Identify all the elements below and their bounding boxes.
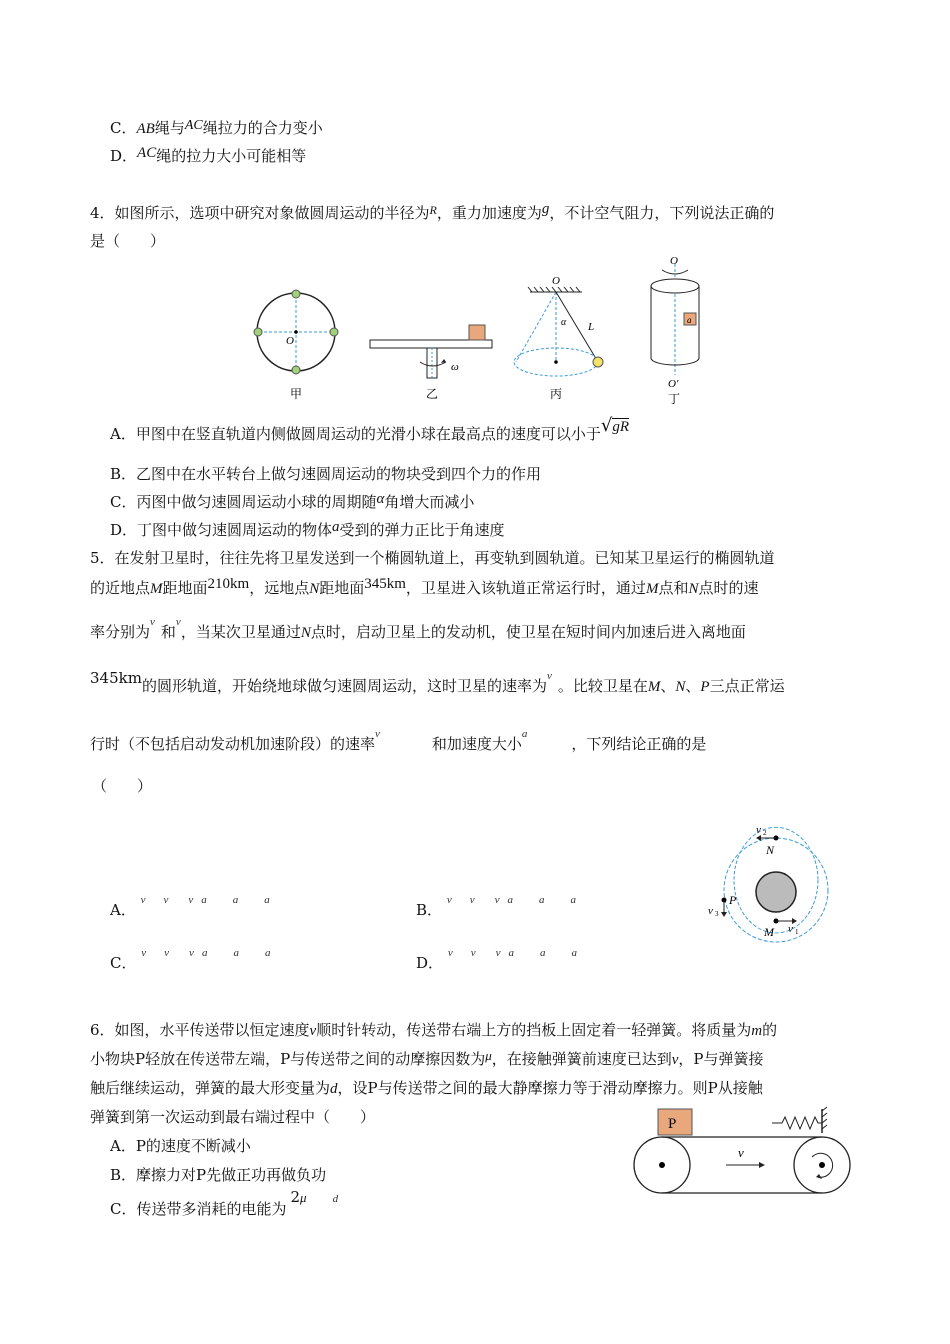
label-v3: v (708, 905, 713, 917)
label-O-bing: O (552, 275, 560, 287)
label-omega: ω (451, 361, 459, 373)
q5-option-c: C． $^v$ $^v$ $^v$ $^a$ $^a$ $^a$ (110, 947, 271, 972)
caption-jia: 甲 (290, 387, 303, 401)
q6-stem-line4: 弹簧到第一次运动到最右端过程中（ ） (90, 1108, 376, 1126)
q4-option-d: D．丁图中做匀速圆周运动的物体a受到的弹力正比于角速度 (110, 519, 505, 539)
q4-stem-line2: 是（ ） (90, 232, 166, 250)
label-L: L (588, 321, 595, 333)
q4-figure (250, 250, 710, 410)
svg-text:2: 2 (763, 829, 767, 837)
label-v-belt: v (738, 1145, 744, 1160)
svg-text:3: 3 (715, 910, 719, 918)
label-alpha: α (561, 317, 567, 328)
q4-option-b: B．乙图中在水平转台上做匀速圆周运动的物块受到四个力的作用 (110, 465, 542, 483)
q5-stem-line1: 5．在发射卫星时，往往先将卫星发送到一个椭圆轨道上，再变轨到圆轨道。已知某卫星运行的椭圆轨道 (90, 549, 775, 567)
caption-ding: 丁 (668, 392, 681, 406)
label-P-block: P (668, 1116, 677, 1132)
q5-stem-line2: 的近地点M距地面210km，远地点N距地面345km，卫星进入该轨道正常运行时，通过M点和N点时的速 (90, 576, 759, 597)
label-a-block: a (687, 315, 692, 325)
label-O-jia: O (286, 335, 294, 347)
label-v1: v (788, 923, 793, 935)
q3-option-d: D．AC绳的拉力大小可能相等 (110, 145, 307, 165)
q5-stem-line6: （ ） (92, 777, 153, 795)
q6-option-a: A．P的速度不断减小 (110, 1137, 251, 1155)
q6-option-b: B．摩擦力对P先做正功再做负功 (110, 1166, 327, 1184)
label-M: M (764, 925, 774, 939)
q6-stem-line1: 6．如图，水平传送带以恒定速度v顺时针转动，传送带右端上方的挡板上固定着一轻弹簧。将质量为m的 (90, 1021, 778, 1039)
caption-yi: 乙 (426, 387, 439, 401)
fig-yi (370, 325, 492, 401)
svg-text:1: 1 (795, 928, 799, 936)
caption-bing: 丙 (550, 387, 563, 401)
fig-bing (514, 275, 603, 401)
q4-option-c: C．丙图中做匀速圆周运动小球的周期随α角增大而减小 (110, 491, 475, 511)
q5-option-a: A． $^v$ $^v$ $^v$ $^a$ $^a$ $^a$ (110, 894, 270, 919)
q5-stem-line5: 行时（不包括启动发动机加速阶段）的速率$^v$和加速度大小$^a$，下列结论正确的是 (90, 728, 707, 753)
label-Oprime: O′ (668, 378, 679, 390)
q6-option-c: C．传送带多消耗的电能为2μ $^d$ (110, 1188, 339, 1218)
fig-jia (254, 290, 338, 401)
label-v2: v (756, 824, 761, 836)
fig-ding (651, 255, 699, 406)
q6-conveyor-figure (630, 1105, 855, 1200)
q5-orbit-figure (700, 818, 840, 950)
q5-stem-line3: 率分别为$^v$和$^v$，当某次卫星通过N点时，启动卫星上的发动机，使卫星在短时间内加速后进入离地面 (90, 616, 746, 641)
q5-stem-line4: 345km的圆形轨道，开始绕地球做匀速圆周运动，这时卫星的速率为$^v$。比较卫星在M、N、P三点正常运 (90, 669, 785, 695)
q5-option-b: B． $^v$ $^v$ $^v$ $^a$ $^a$ $^a$ (416, 894, 576, 919)
q5-option-d: D． $^v$ $^v$ $^v$ $^a$ $^a$ $^a$ (416, 947, 577, 972)
q3-option-c: C．AB绳与AC绳拉力的合力变小 (110, 118, 323, 137)
label-N: N (766, 843, 775, 857)
earth (756, 872, 796, 912)
q4-option-a: A．甲图中在竖直轨道内侧做圆周运动的光滑小球在最高点的速度可以小于√gR (110, 415, 629, 443)
q6-stem-line2: 小物块P轻放在传送带左端，P与传送带之间的动摩擦因数为μ，在接触弹簧前速度已达到v，P与弹簧接 (90, 1048, 764, 1068)
q6-stem-line3: 触后继续运动，弹簧的最大形变量为d，设P与传送带之间的最大静摩擦力等于滑动摩擦力。则P从接触 (90, 1079, 763, 1097)
q4-stem-line1: 4．如图所示，选项中研究对象做圆周运动的半径为$^R$，重力加速度为g，不计空气阻力，下列说法正确的 (90, 201, 775, 222)
spring (772, 1117, 822, 1129)
label-P: P (729, 893, 737, 907)
label-O-ding: O (670, 255, 678, 267)
